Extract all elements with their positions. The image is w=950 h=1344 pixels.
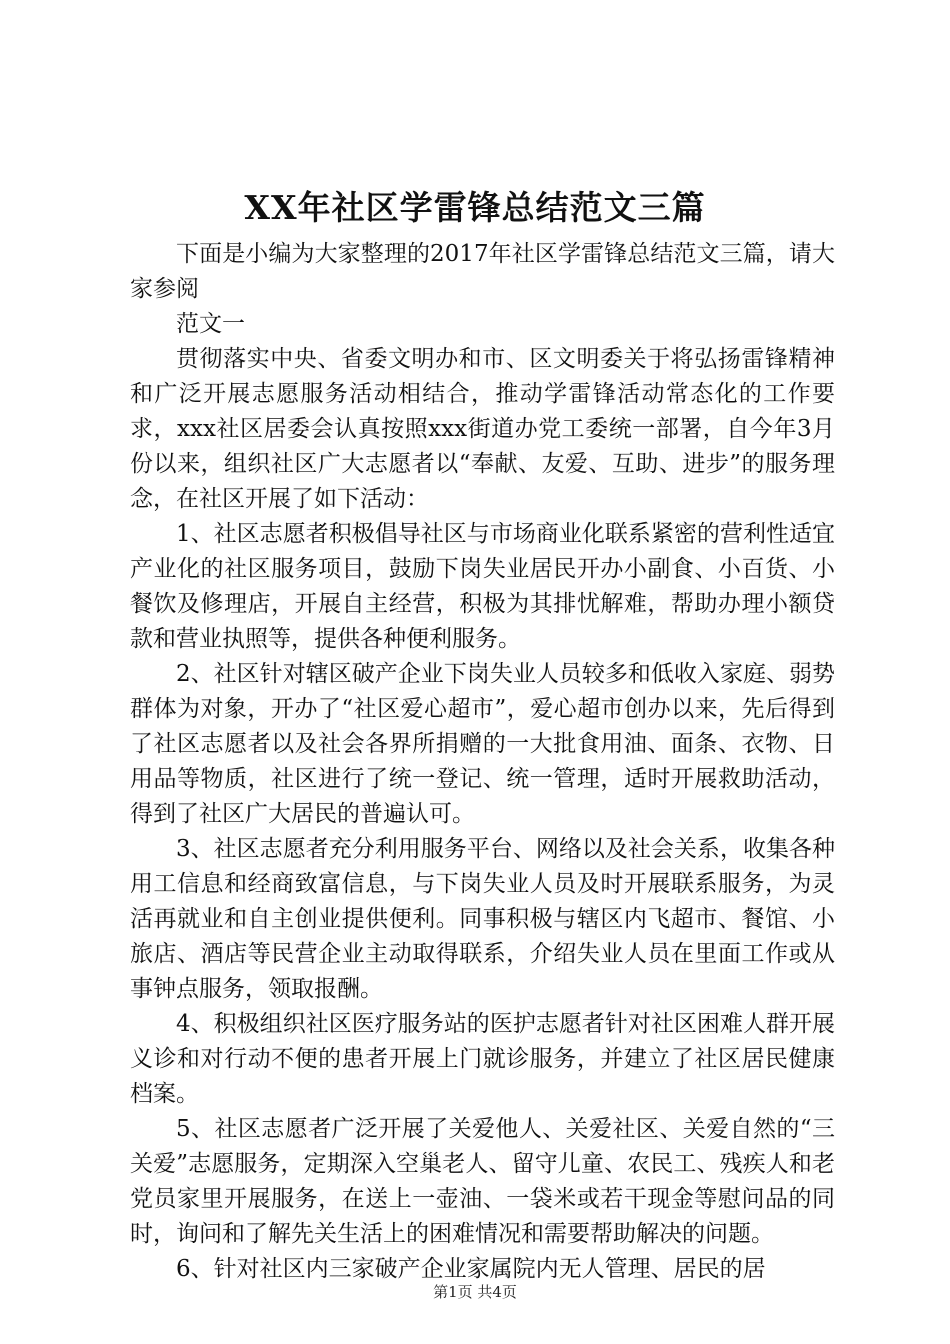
paragraph-intro: 下面是小编为大家整理的2017年社区学雷锋总结范文三篇，请大家参阅: [130, 241, 835, 302]
paragraph-item-5: 5、社区志愿者广泛开展了关爱他人、关爱社区、关爱自然的“三关爱”志愿服务，定期深入空巢老人、留守儿童、农民工、残疾人和老党员家里开展服务，在送上一壶油、一袋米或若干现金等慰问品的同时，询问和了解先关生活上的困难情况和需要帮助解决的问题。: [130, 1116, 835, 1247]
paragraph-item-2: 2、社区针对辖区破产企业下岗失业人员较多和低收入家庭、弱势群体为对象，开办了“社区爱心超市”，爱心超市创办以来，先后得到了社区志愿者以及社会各界所捐赠的一大批食用油、面条、衣物、日用品等物质，社区进行了统一登记、统一管理，适时开展救助活动，得到了社区广大居民的普遍认可。: [130, 661, 835, 827]
paragraph-section-heading: 范文一: [176, 311, 245, 337]
document-title: XX年社区学雷锋总结范文三篇: [244, 188, 706, 227]
paragraph-item-1: 1、社区志愿者积极倡导社区与市场商业化联系紧密的营利性适宜产业化的社区服务项目，鼓励下岗失业居民开办小副食、小百货、小餐饮及修理店，开展自主经营，积极为其排忧解难，帮助办理小额贷款和营业执照等，提供各种便利服务。: [130, 521, 835, 652]
document-body: [130, 237, 835, 1287]
paragraph-item-3: 3、社区志愿者充分利用服务平台、网络以及社会关系，收集各种用工信息和经商致富信息，与下岗失业人员及时开展联系服务，为灵活再就业和自主创业提供便利。同事积极与辖区内飞超市、餐馆、小旅店、酒店等民营企业主动取得联系，介绍失业人员在里面工作或从事钟点服务，领取报酬。: [130, 836, 835, 1002]
paragraph-overview: 贯彻落实中央、省委文明办和市、区文明委关于将弘扬雷锋精神和广泛开展志愿服务活动相结合，推动学雷锋活动常态化的工作要求，xxx社区居委会认真按照xxx街道办党工委统一部署，自今年3月份以来，组织社区广大志愿者以“奉献、友爱、互助、进步”的服务理念，在社区开展了如下活动：: [130, 346, 835, 512]
paragraph-item-4: 4、积极组织社区医疗服务站的医护志愿者针对社区困难人群开展义诊和对行动不便的患者开展上门就诊服务，并建立了社区居民健康档案。: [130, 1011, 835, 1107]
page-footer: 第1页 共4页: [433, 1283, 517, 1301]
paragraph-item-6: 6、针对社区内三家破产企业家属院内无人管理、居民的居: [176, 1256, 766, 1282]
